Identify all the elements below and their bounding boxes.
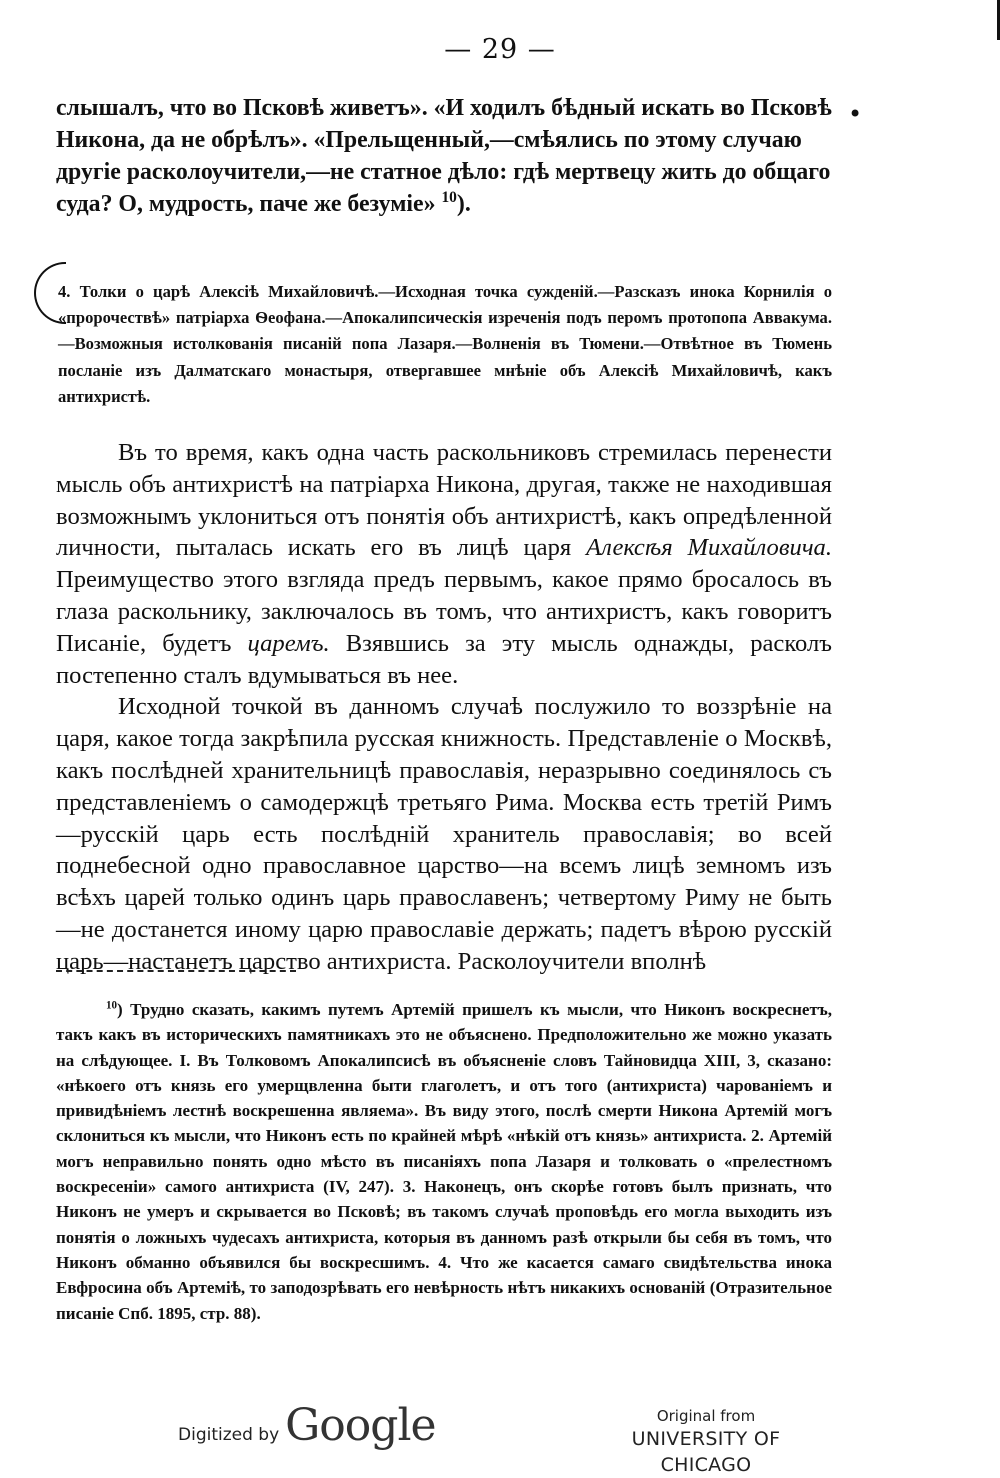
italic-tsarem: царемъ. — [247, 629, 330, 657]
paragraph-1-part-2: Преимущество этого взгляда предъ первымъ, какое прямо бросалось въ глаза раскольнику, заключалось въ томъ, что антихристъ, какъ говоритъ Писаніе, будетъ — [56, 566, 832, 657]
section-summary-text: 4. Толки о царѣ Алексіѣ Михайловичѣ.—Исходная точка сужденій.—Разсказъ инока Корнилія о «пророчествѣ» патріарха Ѳеофана.—Апокалипсическія изреченія подъ перомъ протопопа Аввакума.—Возможныя истолкованія писаній попа Лазаря.—Волненія въ Тюмени.—Отвѣтное въ Тюмень посланіе изъ Далматскаго монастыря, отвергавшее мнѣніе объ Алексіѣ Михайловичѣ, какъ антихристѣ. — [58, 282, 832, 406]
footnote-separator — [56, 970, 296, 972]
paragraph-1-part-1: Въ то время, какъ одна часть раскольниковъ стремилась перенести мысль объ антихристѣ на патріарха Никона, другая, также не находившая возможнымъ уклониться отъ понятія объ антихристѣ, какъ опредѣленной личности, пыталась искать его въ лицѣ царя — [56, 439, 832, 562]
page-number: — 29 — — [444, 34, 556, 65]
paragraph-1-part-3: Взявшись за эту мысль однажды, расколъ постепенно сталъ вдумываться въ нее. — [56, 629, 832, 689]
continued-text: слышалъ, что во Псковѣ живетъ». «И ходилъ бѣдный искать во Псковѣ Никона, да не обрѣлъ». «Прельщенный,—смѣялись по этому случаю другіе расколоучители,—не статное дѣло: гдѣ мертвецу жить до общаго суда? О, мудрость, паче же безуміе» — [56, 95, 832, 217]
section-summary — [58, 279, 832, 410]
digitized-by-google — [178, 1400, 436, 1451]
continued-paragraph — [56, 92, 832, 220]
continued-paragraph-text — [56, 92, 832, 220]
margin-dot: • — [848, 100, 863, 128]
institution-name: UNIVERSITY OF CHICAGO — [631, 1428, 781, 1476]
footnote-marker: 10 — [106, 999, 118, 1012]
original-from-label: Original from — [656, 1407, 756, 1425]
original-from-block — [586, 1406, 826, 1478]
continued-closing: ). — [456, 191, 471, 217]
italic-tsar-name: Алексѣя Михайловича. — [586, 534, 833, 562]
footnote-text: ) Трудно сказать, какимъ путемъ Артемій пришелъ къ мысли, что Никонъ воскреснетъ, такъ какъ въ историческихъ памятникахъ это не объяснено. Предположительно же можно указать на слѣдующее. I. Въ Толковомъ Апокалипсисѣ въ объясненіе словъ Тайновидца XIII, 3, сказано: «нѣкоего отъ князь его умерщвленна быти глаголетъ, и отъ того (антихриста) чарованіемъ и привидѣніемъ лестнѣ воскрешенна являема». Въ виду этого, послѣ смерти Никона Артемій могъ склониться къ мысли, что Никонъ есть по крайней мѣрѣ «нѣкій отъ князь» антихриста. 2. Артемій могъ неправильно понять одно мѣсто въ писаніяхъ попа Лазаря и толковать о «прелестномъ воскресеніи» самого антихриста (IV, 247). 3. Наконецъ, онъ скорѣе готовъ былъ признать, что Никонъ не умеръ и скрывается во Псковѣ; въ такомъ случаѣ проповѣдь его могла выходить изъ понятія о ложныхъ чудесахъ антихриста, которыя въ данномъ разѣ открыли бы себя въ томъ, что Никонъ обманно объявился бы воскресшимъ. 4. Что же касается самаго свидѣтельства инока Евфросина объ Артеміѣ, то заподозрѣвать его невѣрность нѣтъ никакихъ основаній (Отразительное писаніе Спб. 1895, стр. 88). — [56, 1000, 832, 1323]
main-text — [56, 437, 832, 978]
paragraph-1 — [56, 437, 832, 691]
footnote-10 — [56, 997, 832, 1326]
digitized-label: Digitized by — [178, 1425, 280, 1445]
google-logo: Google — [285, 1400, 436, 1451]
paragraph-2: Исходной точкой въ данномъ случаѣ послужило то воззрѣніе на царя, какое тогда закрѣпила русская книжность. Представленіе о Москвѣ, какъ послѣдней хранительницѣ православія, неразрывно соединялось съ представленіемъ о самодержцѣ третьяго Рима. Москва есть третій Римъ—русскій царь есть послѣдній хранитель православія; во всей поднебесной одно православное царство—на всемъ лицѣ земномъ изъ всѣхъ царей только одинъ царь православенъ; четвертому Риму не быть—не достанется иному царю православіе держать; падетъ вѣрою русскій царь—настанетъ царство антихриста. Расколоучители вполнѣ — [56, 693, 832, 975]
footnote-reference: 10 — [441, 189, 457, 207]
